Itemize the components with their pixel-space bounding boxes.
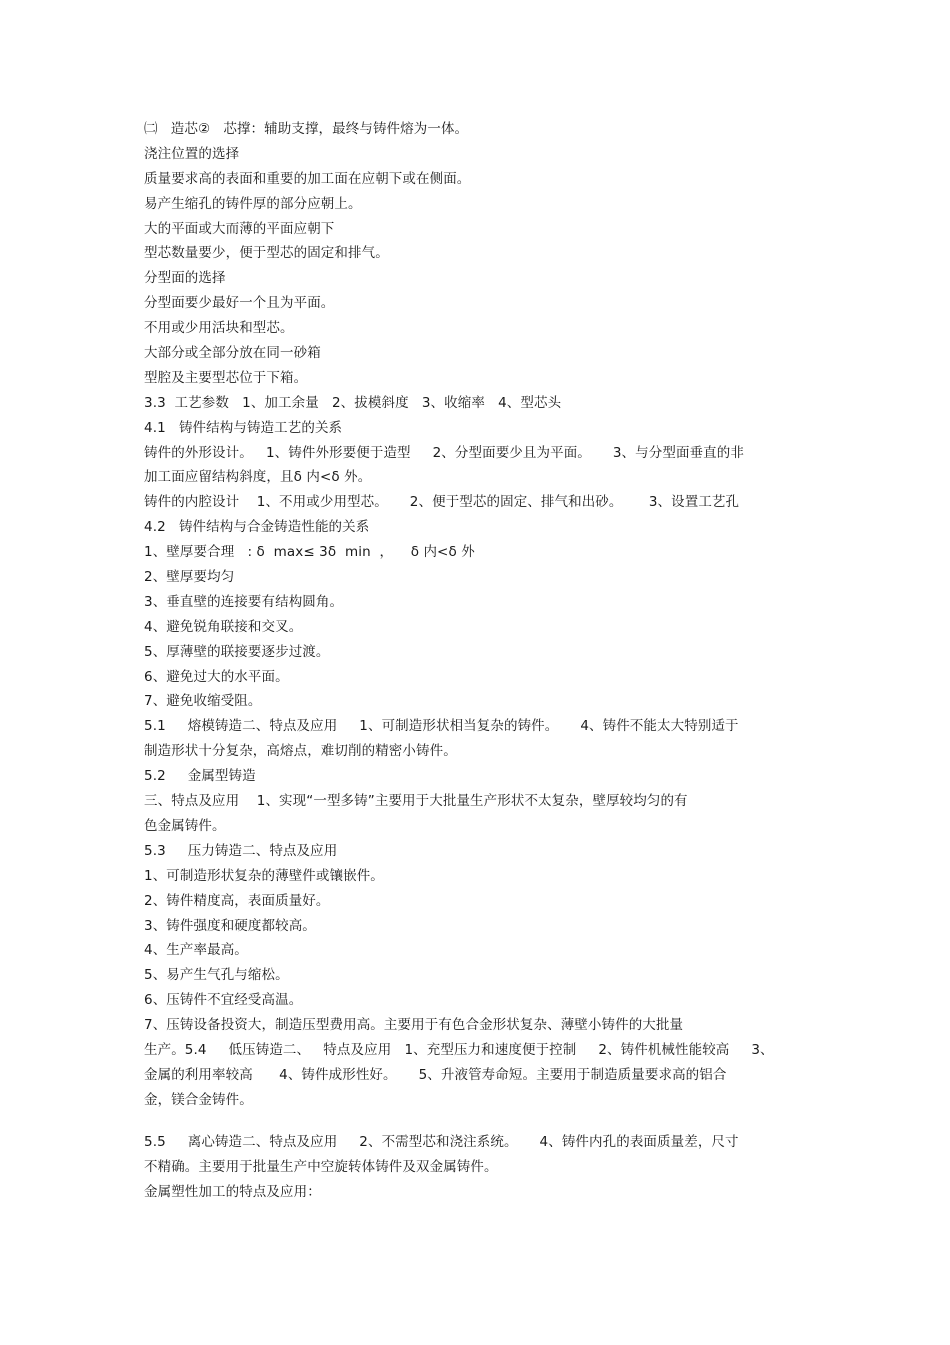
- text-line: 质量要求高的表面和重要的加工面在应朝下或在侧面。: [144, 170, 471, 187]
- text-line: 不精确。主要用于批量生产中空旋转体铸件及双金属铸件。: [144, 1159, 498, 1176]
- text-line: 型腔及主要型芯位于下箱。: [144, 369, 308, 386]
- text-line: 色金属铸件。: [144, 817, 226, 834]
- section-heading: 5.3 压力铸造二、特点及应用: [144, 842, 338, 859]
- document-body: [144, 117, 824, 1205]
- text-line: 三、特点及应用 1、实现“一型多铸”主要用于大批量生产形状不太复杂，壁厚较均匀的有: [144, 793, 688, 810]
- text-line: 大的平面或大而薄的平面应朝下: [144, 220, 335, 237]
- section-heading: 3.3 工艺参数 1、加工余量 2、拔模斜度 3、收缩率 4、型芯头: [144, 394, 562, 411]
- text-line: 大部分或全部分放在同一砂箱: [144, 345, 321, 362]
- blank-line: [144, 1113, 824, 1131]
- text-line: 不用或少用活块和型芯。: [144, 320, 294, 337]
- list-item: 2、铸件精度高，表面质量好。: [144, 892, 330, 909]
- list-item: 3、铸件强度和硬度都较高。: [144, 917, 316, 934]
- list-item: 5、厚薄壁的联接要逐步过渡。: [144, 643, 330, 660]
- text-line: 生产。5.4 低压铸造二、 特点及应用 1、充型压力和速度便于控制 2、铸件机械性能较高 3、: [144, 1041, 774, 1058]
- section-heading: 4.2 铸件结构与合金铸造性能的关系: [144, 519, 370, 536]
- section-heading: 5.5 离心铸造二、特点及应用 2、不需型芯和浇注系统。 4、铸件内孔的表面质量差，尺寸: [144, 1134, 739, 1151]
- list-item: 7、避免收缩受阻。: [144, 693, 262, 710]
- list-item: 3、垂直壁的连接要有结构圆角。: [144, 593, 344, 610]
- text-line: 铸件的外形设计。 1、铸件外形要便于造型 2、分型面要少且为平面。 3、与分型面垂直的非: [144, 444, 744, 461]
- list-item: 5、易产生气孔与缩松。: [144, 967, 289, 984]
- text-line: 金属的利用率较高 4、铸件成形性好。 5、升液管寿命短。主要用于制造质量要求高的铝合: [144, 1066, 727, 1083]
- text-line: 型芯数量要少，便于型芯的固定和排气。: [144, 245, 389, 262]
- list-item: 4、避免锐角联接和交叉。: [144, 618, 303, 635]
- list-item: 4、生产率最高。: [144, 942, 248, 959]
- text-line: 铸件的内腔设计 1、不用或少用型芯。 2、便于型芯的固定、排气和出砂。 3、设置工艺孔: [144, 494, 740, 511]
- list-item: 6、压铸件不宜经受高温。: [144, 992, 303, 1009]
- list-item: 1、壁厚要合理 : δ max≤ 3δ min ， δ 内<δ 外: [144, 544, 475, 561]
- section-heading: 金属塑性加工的特点及应用：: [144, 1183, 321, 1200]
- list-item: 2、壁厚要均匀: [144, 569, 235, 586]
- text-line: 易产生缩孔的铸件厚的部分应朝上。: [144, 195, 362, 212]
- list-item: 6、避免过大的水平面。: [144, 668, 289, 685]
- section-heading: 5.1 熔模铸造二、特点及应用 1、可制造形状相当复杂的铸件。 4、铸件不能太大特别适于: [144, 718, 739, 735]
- text-line: 制造形状十分复杂，高熔点，难切削的精密小铸件。: [144, 743, 457, 760]
- list-item: 1、可制造形状复杂的薄壁件或镶嵌件。: [144, 867, 384, 884]
- text-line: 加工面应留结构斜度，且δ 内<δ 外。: [144, 469, 372, 486]
- section-heading: 分型面的选择: [144, 270, 226, 287]
- section-heading: 4.1 铸件结构与铸造工艺的关系: [144, 419, 343, 436]
- section-heading: 5.2 金属型铸造: [144, 768, 256, 785]
- text-line: ㈡ 造芯② 芯撑：辅助支撑，最终与铸件熔为一体。: [144, 121, 469, 137]
- section-heading: 浇注位置的选择: [144, 145, 240, 162]
- list-item: 7、压铸设备投资大，制造压型费用高。主要用于有色合金形状复杂、薄壁小铸件的大批量: [144, 1017, 684, 1034]
- text-line: 分型面要少最好一个且为平面。: [144, 295, 335, 312]
- text-line: 金，镁合金铸件。: [144, 1091, 253, 1108]
